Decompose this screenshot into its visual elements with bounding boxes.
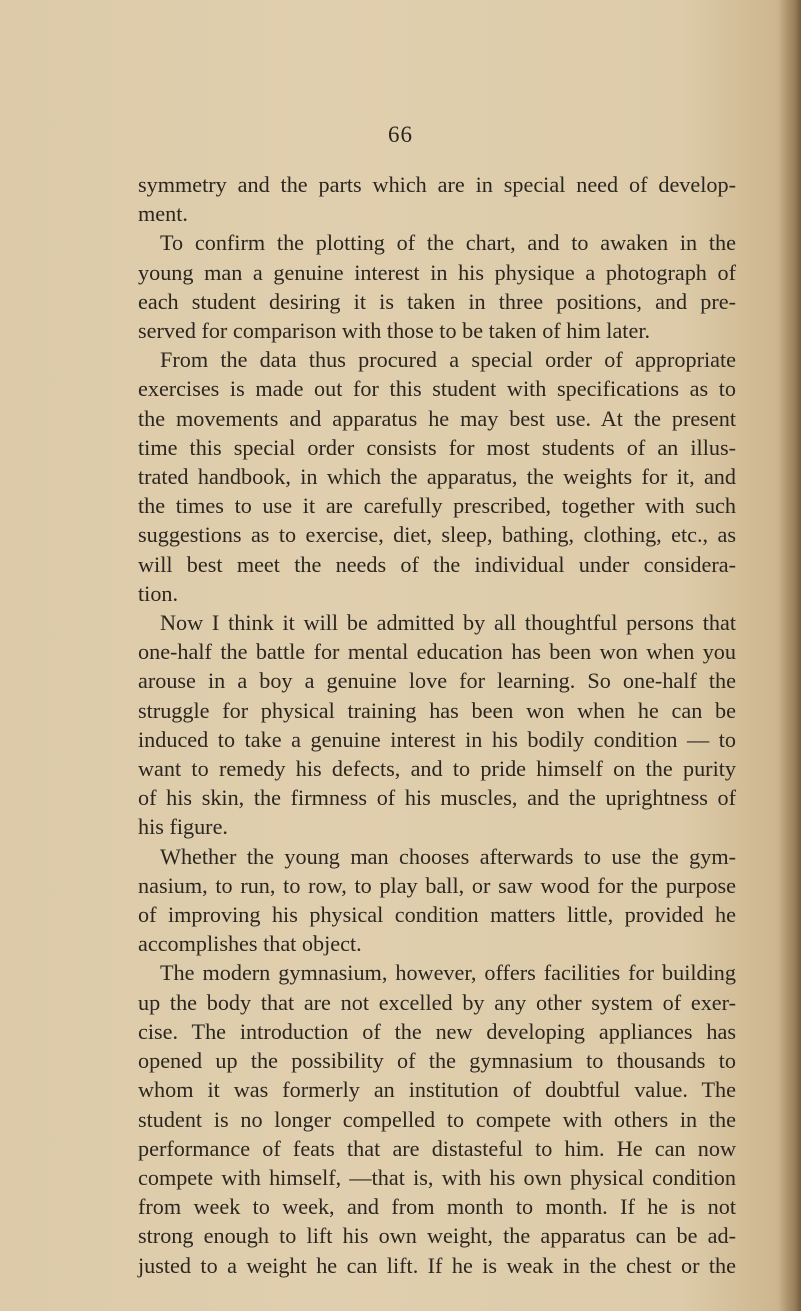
text-line: one-half the battle for mental education has been won when you	[138, 639, 736, 665]
text-line: Whether the young man chooses afterwards to use the gym-	[160, 843, 736, 869]
text-line: accomplishes that object.	[138, 931, 362, 957]
text-line: want to remedy his defects, and to pride himself on the purity	[138, 756, 736, 782]
text-line: induced to take a genuine interest in his bodily condition — to	[138, 726, 736, 752]
text-line: ment.	[138, 201, 188, 227]
text-line: opened up the possibility of the gymnasium to thousands to	[138, 1048, 736, 1074]
text-line: trated handbook, in which the apparatus, the weights for it, and	[138, 464, 736, 490]
text-line: his figure.	[138, 814, 228, 840]
text-line: the movements and apparatus he may best use. At the present	[138, 405, 736, 431]
text-line: suggestions as to exercise, diet, sleep, bathing, clothing, etc., as	[138, 522, 736, 548]
text-line: served for comparison with those to be taken of him later.	[138, 318, 651, 344]
text-line: From the data thus procured a special order of appropriate	[160, 347, 736, 373]
text-line: the times to use it are carefully prescribed, together with such	[138, 493, 736, 519]
text-line: cise. The introduction of the new developing appliances has	[138, 1018, 736, 1044]
text-line: arouse in a boy a genuine love for learning. So one-half the	[138, 668, 736, 694]
text-line: struggle for physical training has been won when he can be	[138, 697, 736, 723]
text-line: will best meet the needs of the individual under considera-	[138, 551, 736, 577]
text-line: performance of feats that are distasteful to him. He can now	[138, 1135, 736, 1161]
text-line: whom it was formerly an institution of doubtful value. The	[138, 1077, 736, 1103]
text-line: of his skin, the firmness of his muscles, and the uprightness of	[138, 785, 736, 811]
text-line: nasium, to run, to row, to play ball, or saw wood for the purpose	[138, 872, 736, 898]
text-line: strong enough to lift his own weight, the apparatus can be ad-	[138, 1223, 736, 1249]
text-line: justed to a weight he can lift. If he is weak in the chest or the	[138, 1252, 736, 1278]
text-line: time this special order consists for most students of an illus-	[138, 434, 736, 460]
page-edge-stain	[779, 0, 801, 1311]
text-line: exercises is made out for this student with specifications as to	[138, 376, 736, 402]
text-line: Now I think it will be admitted by all thoughtful persons that	[160, 610, 736, 636]
page-number: 66	[388, 122, 413, 147]
text-line: young man a genuine interest in his physique a photograph of	[138, 259, 736, 285]
text-line: student is no longer compelled to compete with others in the	[138, 1106, 736, 1132]
text-line: up the body that are not excelled by any other system of exer-	[138, 989, 736, 1015]
text-line: compete with himself, —that is, with his own physical condition	[138, 1164, 736, 1190]
text-line: of improving his physical condition matters little, provided he	[138, 902, 736, 928]
text-line: from week to week, and from month to month. If he is not	[138, 1194, 736, 1220]
text-line: each student desiring it is taken in three positions, and pre-	[138, 288, 736, 314]
text-line: tion.	[138, 580, 179, 606]
text-line: symmetry and the parts which are in special need of develop-	[138, 172, 736, 197]
text-line: To confirm the plotting of the chart, and to awaken in the	[160, 230, 736, 256]
text-line: The modern gymnasium, however, offers facilities for building	[160, 960, 736, 986]
body-text	[138, 170, 736, 1280]
